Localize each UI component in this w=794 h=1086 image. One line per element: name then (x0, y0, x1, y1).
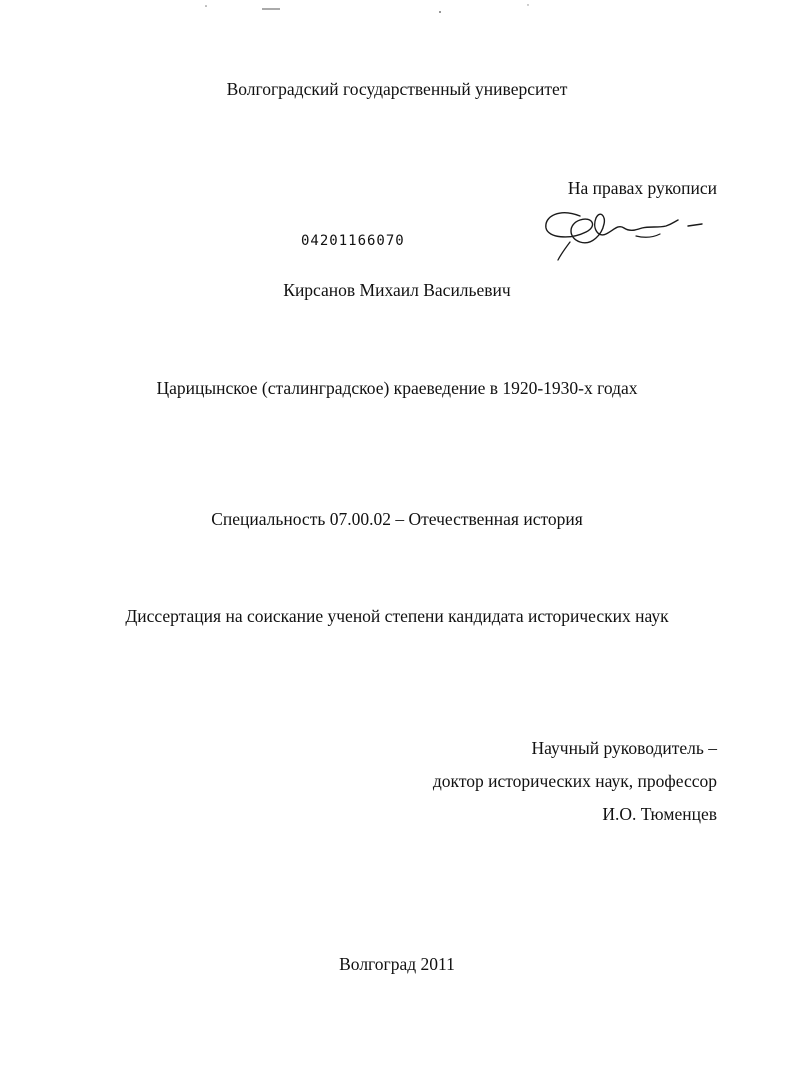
city-year: Волгоград 2011 (339, 954, 455, 974)
handwritten-signature (540, 198, 710, 262)
scan-specks (0, 0, 794, 20)
supervisor-role: Научный руководитель – (531, 738, 717, 758)
supervisor-name: И.О. Тюменцев (602, 804, 717, 824)
scan-speck (527, 4, 528, 5)
scan-speck (205, 5, 207, 7)
catalog-number: 04201166070 (301, 233, 405, 249)
supervisor-credentials: доктор исторических наук, профессор (432, 771, 717, 791)
degree-statement: Диссертация на соискание ученой степени кандидата исторических наук (125, 606, 669, 626)
manuscript-rights-note: На правах рукописи (567, 178, 717, 198)
scan-speck (439, 11, 441, 13)
specialty: Специальность 07.00.02 – Отечественная история (211, 509, 583, 529)
author-name: Кирсанов Михаил Васильевич (283, 280, 511, 300)
thesis-title: Царицынское (сталинградское) краеведение в 1920-1930-х годах (156, 378, 638, 398)
university-name: Волгоградский государственный университет (226, 79, 568, 99)
